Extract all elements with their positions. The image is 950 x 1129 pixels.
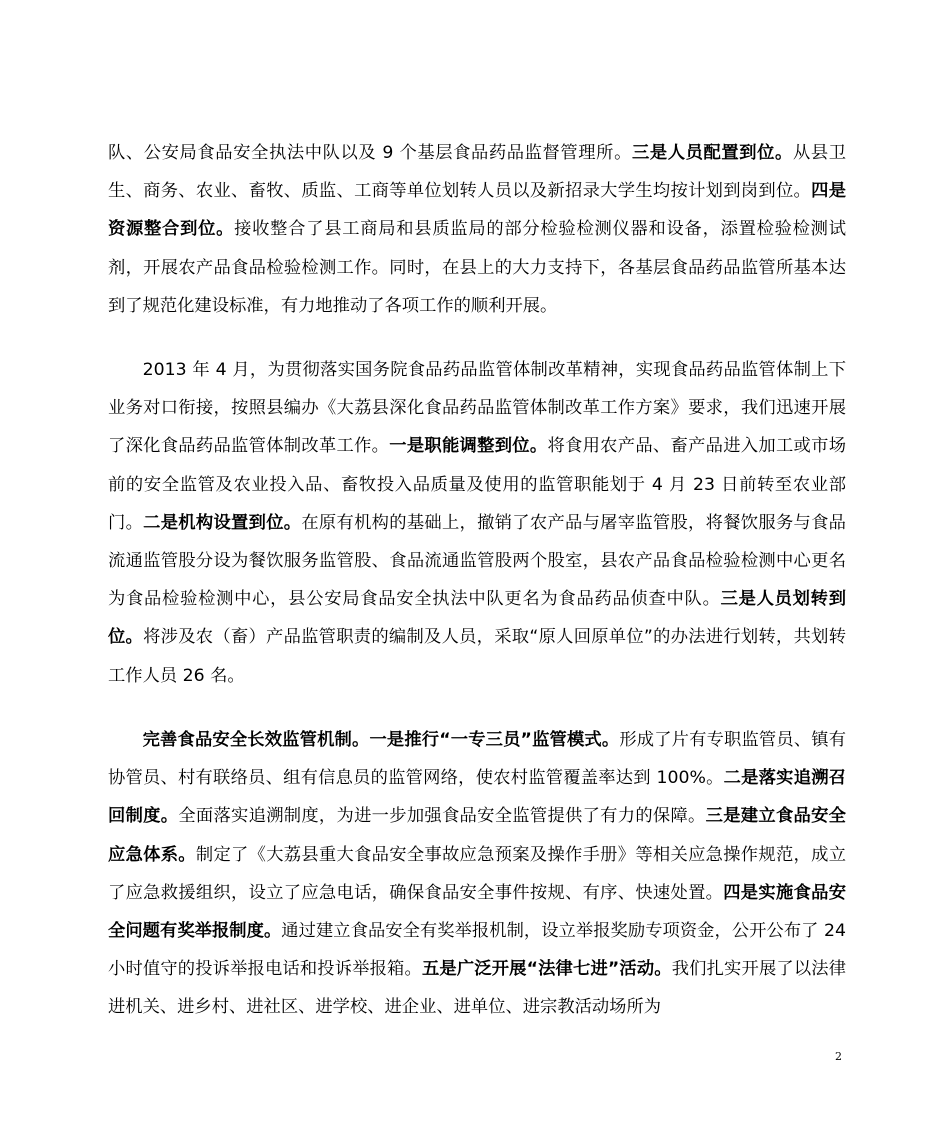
document-page [108, 0, 846, 1129]
bold-heading: 三是人员划转到位。 [108, 589, 846, 648]
text-span: 将食用农产品、畜产品进入加工或市场前的安全监管及农业投入品、畜牧投入品质量及使用的监管职能划于 4 月 23 日前转至农业部门。 [108, 436, 846, 533]
text-span: 在原有机构的基础上，撤销了农产品与屠宰监管股，将餐饮服务与食品流通监管股分设为餐饮服务监管股、食品流通监管股两个股室，县农产品食品检验检测中心更名为食品检验检测中心，县公安局食品安全执法中队更名为食品药品侦查中队。 [108, 512, 846, 610]
text-span: 制定了《大荔县重大食品安全事故应急预案及操作手册》等相关应急操作规范，成立了应急救援组织，设立了应急电话，确保食品安全事件按规、有序、快速处置。 [108, 844, 846, 903]
text-span: 我们扎实开展了以法律进机关、进乡村、进社区、进学校、进企业、进单位、进宗教活动场所为 [108, 959, 846, 1018]
paragraph-2 [108, 351, 846, 695]
text-span: 通过建立食品安全有奖举报机制，设立举报奖励专项资金，公开公布了 24 小时值守的投诉举报电话和投诉举报箱。 [108, 921, 846, 980]
bold-heading: 二是落实追溯召回制度。 [108, 768, 846, 827]
bold-heading: 三是人员配置到位。 [631, 143, 793, 163]
text-span: 将涉及农（畜）产品监管职责的编制及人员，采取“原人回原单位”的办法进行划转，共划转工作人员 26 名。 [108, 627, 846, 686]
bold-heading: 四是实施食品安全问题有奖举报制度。 [108, 882, 846, 942]
text-span: 接收整合了县工商局和县质监局的部分检验检测仪器和设备，添置检验检测试剂，开展农产品食品检验检测工作。同时，在县上的大力支持下，各基层食品药品监管所基本达到了规范化建设标准，有力地推动了各项工作的顺利开展。 [108, 219, 846, 316]
section-heading: 完善食品安全长效监管机制。 [142, 730, 370, 750]
text-span: 全面落实追溯制度，为进一步加强食品安全监管提供了有力的保障。 [178, 806, 706, 827]
page-number: 2 [835, 1050, 842, 1063]
bold-heading: 二是机构设置到位。 [143, 512, 302, 533]
text-span: 形成了片有专职监管员、镇有协管员、村有联络员、组有信息员的监管网络，使农村监管覆盖率达到 100%。 [108, 730, 846, 789]
text-span: 从县卫生、商务、农业、畜牧、质监、工商等单位划转人员以及新招录大学生均按计划到岗到位。 [108, 143, 846, 202]
bold-heading: 四是资源整合到位。 [108, 181, 846, 240]
text-span: 队、公安局食品安全执法中队以及 9 个基层食品药品监督管理所。 [108, 143, 632, 163]
bold-heading: 五是广泛开展“法律七进”活动。 [421, 959, 672, 980]
paragraph-1 [108, 134, 846, 325]
bold-heading: 三是建立食品安全应急体系。 [108, 806, 846, 865]
paragraph-3 [108, 721, 846, 1027]
bold-heading: 一是职能调整到位。 [389, 436, 548, 457]
bold-heading: 一是推行“一专三员”监管模式。 [369, 730, 620, 750]
text-span: 2013 年 4 月，为贯彻落实国务院食品药品监管体制改革精神，实现食品药品监管体制上下业务对口衔接，按照县编办《大荔县深化食品药品监管体制改革工作方案》要求，我们迅速开展了深化食品药品监管体制改革工作。 [108, 360, 846, 457]
